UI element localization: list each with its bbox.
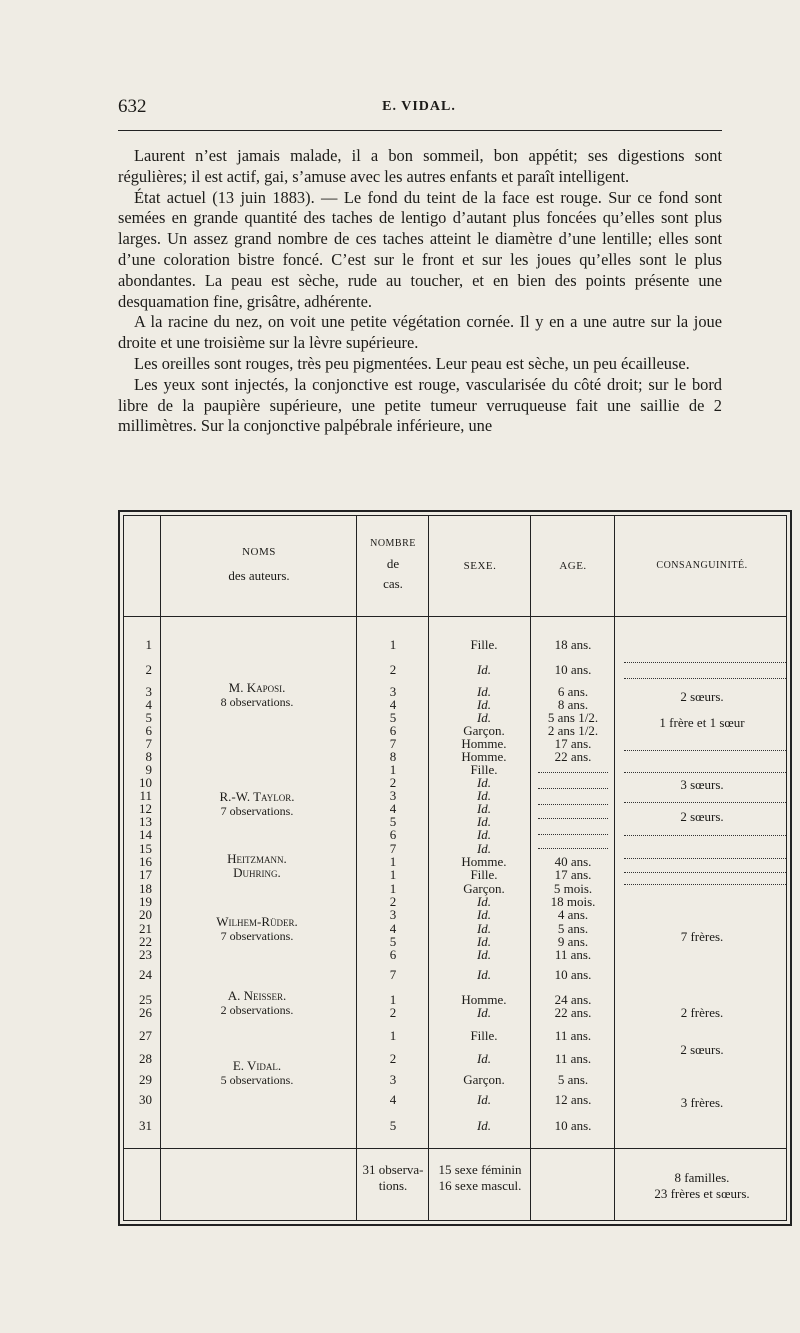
age-cell: 2 ans 1/2.	[547, 723, 599, 738]
dotted-leader	[538, 804, 608, 805]
sexe-cell: Id.	[476, 934, 492, 949]
dotted-leader	[538, 818, 608, 819]
consanguinite-entry: 7 frères.	[680, 929, 724, 944]
sexe-cell: Homme.	[461, 854, 507, 869]
sexe-cell: Id.	[476, 684, 492, 699]
total-sexe-line: 16 sexe mascul.	[438, 1178, 522, 1193]
row-number: 25	[139, 992, 152, 1007]
row-number: 2	[145, 662, 152, 677]
author-name: Duhring.	[233, 865, 281, 880]
case-number: 7	[389, 736, 397, 751]
age-cell: 40 ans.	[554, 854, 592, 869]
sexe-cell: Id.	[476, 697, 492, 712]
dotted-leader	[538, 788, 608, 789]
paragraph: Les yeux sont injectés, la conjonctive est rouge, vascularisée du côté droit; sur le bord libre de la paupière supérieure, une petite tumeur verruqueuse fait une saillie de 2 millimètres. Sur la conjonctive palpébrale inférieure, une	[118, 374, 722, 436]
consanguinite-entry: 3 frères.	[680, 1095, 724, 1110]
header-consanguinite: CONSANGUINITÉ.	[656, 560, 748, 571]
dotted-leader	[624, 858, 786, 859]
case-number: 7	[389, 841, 397, 856]
case-number: 1	[389, 854, 397, 869]
row-number: 11	[139, 788, 152, 803]
row-number: 22	[139, 934, 152, 949]
age-cell: 11 ans.	[554, 1051, 592, 1066]
row-number: 18	[139, 881, 152, 896]
row-number: 21	[139, 921, 152, 936]
sexe-cell: Fille.	[470, 1028, 498, 1043]
page-header	[118, 96, 720, 122]
row-number: 4	[145, 697, 152, 712]
row-number: 24	[139, 967, 152, 982]
dotted-leader	[624, 750, 786, 751]
age-cell: 17 ans.	[554, 867, 592, 882]
case-number: 3	[389, 788, 397, 803]
row-number: 6	[145, 723, 152, 738]
sexe-cell: Id.	[476, 947, 492, 962]
age-cell: 10 ans.	[554, 1118, 592, 1133]
case-number: 3	[389, 684, 397, 699]
age-cell: 5 ans 1/2.	[547, 710, 599, 725]
author-vidal	[162, 1059, 352, 1087]
total-sexe	[430, 1162, 530, 1194]
dotted-leader	[624, 872, 786, 873]
sexe-cell: Homme.	[461, 749, 507, 764]
case-number: 6	[389, 723, 397, 738]
author-observations: 7 observations.	[220, 804, 294, 818]
paragraph: Les oreilles sont rouges, très peu pigmentées. Leur peau est sèche, un peu écailleuse.	[134, 353, 690, 373]
sexe-cell: Garçon.	[463, 723, 505, 738]
observations-table	[118, 510, 792, 1226]
sexe-cell: Fille.	[470, 867, 498, 882]
total-sexe-line: 15 sexe féminin	[438, 1162, 522, 1177]
author-observations: 5 observations.	[220, 1073, 294, 1087]
row-number: 7	[145, 736, 152, 751]
author-name: E. Vidal.	[232, 1058, 282, 1073]
age-cell: 8 ans.	[557, 697, 589, 712]
column-rule	[530, 516, 531, 1220]
sexe-cell: Id.	[476, 1092, 492, 1107]
dotted-leader	[624, 678, 786, 679]
case-number: 5	[389, 710, 397, 725]
author-name: Heitzmann.	[227, 851, 287, 866]
age-cell: 18 ans.	[554, 637, 592, 652]
case-number: 4	[389, 921, 397, 936]
author-name: M. Kaposi.	[228, 680, 286, 695]
case-number: 1	[389, 992, 397, 1007]
case-number: 8	[389, 749, 397, 764]
row-number: 29	[139, 1072, 152, 1087]
paragraph: Laurent n’est jamais malade, il a bon sommeil, bon appétit; ses digestions sont régulières; il est actif, gai, s’amuse avec les autres enfants et paraît intelligent.	[118, 146, 722, 186]
row-number: 15	[139, 841, 152, 856]
author-name: A. Neisser.	[227, 988, 287, 1003]
page-number: 632	[118, 96, 147, 117]
consanguinite-entry: 1 frère et 1 sœur	[659, 715, 745, 730]
running-head: E. VIDAL.	[382, 99, 456, 114]
sexe-cell: Fille.	[470, 637, 498, 652]
sexe-cell: Id.	[476, 894, 492, 909]
case-number: 3	[389, 1072, 397, 1087]
case-number: 2	[389, 775, 397, 790]
row-number: 23	[139, 947, 152, 962]
header-cas: cas.	[383, 576, 403, 591]
sexe-cell: Id.	[476, 921, 492, 936]
header-age: AGE.	[559, 560, 587, 572]
row-number: 8	[145, 749, 152, 764]
sexe-cell: Id.	[476, 827, 492, 842]
consanguinite-entry: 2 sœurs.	[680, 809, 724, 824]
dotted-leader	[624, 835, 786, 836]
case-number: 4	[389, 801, 397, 816]
sexe-cell: Fille.	[470, 762, 498, 777]
dotted-leader	[538, 848, 608, 849]
sexe-cell: Id.	[476, 841, 492, 856]
age-cell: 10 ans.	[554, 662, 592, 677]
author-name: R.-W. Taylor.	[219, 789, 295, 804]
sexe-cell: Homme.	[461, 992, 507, 1007]
row-number: 1	[145, 637, 152, 652]
dotted-leader	[624, 802, 786, 803]
case-number: 4	[389, 1092, 397, 1107]
row-number: 28	[139, 1051, 152, 1066]
author-observations: 2 observations.	[220, 1003, 294, 1017]
consanguinite-entry: 2 frères.	[680, 1005, 724, 1020]
case-number: 5	[389, 1118, 397, 1133]
age-cell: 6 ans.	[557, 684, 589, 699]
row-number: 27	[139, 1028, 152, 1043]
row-number: 20	[139, 907, 152, 922]
case-number: 2	[389, 1005, 397, 1020]
case-number: 2	[389, 894, 397, 909]
age-cell: 11 ans.	[554, 947, 592, 962]
age-cell: 9 ans.	[557, 934, 589, 949]
header-de: de	[386, 556, 400, 571]
age-cell: 22 ans.	[554, 1005, 592, 1020]
case-number: 1	[389, 762, 397, 777]
case-number: 1	[389, 637, 397, 652]
author-observations: 8 observations.	[220, 695, 294, 709]
case-number: 1	[389, 867, 397, 882]
row-number: 14	[139, 827, 152, 842]
case-number: 6	[389, 947, 397, 962]
total-cases-line: 31 observa-	[362, 1162, 424, 1177]
case-number: 5	[389, 814, 397, 829]
dotted-leader	[538, 834, 608, 835]
case-number: 3	[389, 907, 397, 922]
sexe-cell: Id.	[476, 814, 492, 829]
sexe-cell: Id.	[476, 907, 492, 922]
total-consanguinite-line: 8 familles.	[674, 1170, 730, 1185]
paragraph: A la racine du nez, on voit une petite végétation cornée. Il y en a une autre sur la joue droite et une troisième sur la lèvre supérieure.	[118, 312, 722, 353]
header-sexe: SEXE.	[463, 560, 497, 572]
consanguinite-entry: 2 sœurs.	[680, 689, 724, 704]
age-cell: 22 ans.	[554, 749, 592, 764]
header-des-auteurs: des auteurs.	[228, 568, 290, 583]
column-rule	[614, 516, 615, 1220]
age-cell: 5 ans.	[557, 921, 589, 936]
sexe-cell: Id.	[476, 710, 492, 725]
column-rule	[160, 516, 161, 1220]
row-number: 16	[139, 854, 152, 869]
age-cell: 11 ans.	[554, 1028, 592, 1043]
row-number: 12	[139, 801, 152, 816]
total-cases-line: tions.	[378, 1178, 408, 1193]
case-number: 1	[389, 881, 397, 896]
row-number: 31	[139, 1118, 152, 1133]
sexe-cell: Id.	[476, 662, 492, 677]
paragraph: État actuel (13 juin 1883). — Le fond du teint de la face est rouge. Sur ce fond sont semées en grande quantité des taches de lentigo d’autant plus foncées qu’elles sont plus larges. Un assez grand nombre de ces taches atteint le diamètre d’une lentille; elles sont d’une coloration bistre foncé. C’est sur le front et sur les joues qu’elles sont le plus abondantes. La peau est sèche, rude au toucher, et en bien des points présente une desquamation fine, grisâtre, adhérente.	[118, 187, 722, 311]
age-cell: 4 ans.	[557, 907, 589, 922]
case-number: 4	[389, 697, 397, 712]
dotted-leader	[624, 662, 786, 663]
author-name: Wilhem-Rüder.	[216, 914, 298, 929]
age-cell: 12 ans.	[554, 1092, 592, 1107]
header-noms: NOMS	[242, 546, 276, 558]
consanguinite-entry: 2 sœurs.	[680, 1042, 724, 1057]
sexe-cell: Id.	[476, 801, 492, 816]
column-rule	[356, 516, 357, 1220]
dotted-leader	[624, 772, 786, 773]
age-cell: 5 mois.	[553, 881, 593, 896]
row-number: 19	[139, 894, 152, 909]
age-cell: 5 ans.	[557, 1072, 589, 1087]
author-rueder	[162, 915, 352, 943]
sexe-cell: Garçon.	[463, 881, 505, 896]
row-number: 26	[139, 1005, 152, 1020]
sexe-cell: Id.	[476, 1118, 492, 1133]
case-number: 2	[389, 662, 397, 677]
sexe-cell: Id.	[476, 967, 492, 982]
header-nombre: NOMBRE	[370, 538, 416, 549]
totals-rule	[124, 1148, 786, 1149]
header-rule	[118, 130, 722, 131]
column-rule	[428, 516, 429, 1220]
row-number: 5	[145, 710, 152, 725]
dotted-leader	[624, 884, 786, 885]
age-cell: 18 mois.	[550, 894, 596, 909]
row-number: 17	[139, 867, 152, 882]
age-cell: 17 ans.	[554, 736, 592, 751]
age-cell: 10 ans.	[554, 967, 592, 982]
case-number: 5	[389, 934, 397, 949]
sexe-cell: Garçon.	[463, 1072, 505, 1087]
author-heitzmann-duhring	[162, 852, 352, 880]
case-number: 6	[389, 827, 397, 842]
row-number: 13	[139, 814, 152, 829]
sexe-cell: Id.	[476, 1005, 492, 1020]
row-number: 10	[139, 775, 152, 790]
sexe-cell: Id.	[476, 788, 492, 803]
sexe-cell: Id.	[476, 775, 492, 790]
row-number: 9	[145, 762, 152, 777]
total-cases	[358, 1162, 428, 1194]
sexe-cell: Homme.	[461, 736, 507, 751]
author-kaposi	[162, 681, 352, 709]
case-number: 2	[389, 1051, 397, 1066]
row-number: 30	[139, 1092, 152, 1107]
author-neisser	[162, 989, 352, 1017]
total-consanguinite-line: 23 frères et sœurs.	[654, 1186, 750, 1201]
author-taylor	[162, 790, 352, 818]
case-number: 7	[389, 967, 397, 982]
dotted-leader	[538, 772, 608, 773]
row-number: 3	[145, 684, 152, 699]
total-consanguinite	[616, 1170, 788, 1202]
body-text	[118, 146, 722, 437]
consanguinite-entry: 3 sœurs.	[680, 777, 724, 792]
header-rule	[124, 616, 786, 617]
sexe-cell: Id.	[476, 1051, 492, 1066]
age-cell: 24 ans.	[554, 992, 592, 1007]
case-number: 1	[389, 1028, 397, 1043]
author-observations: 7 observations.	[220, 929, 294, 943]
